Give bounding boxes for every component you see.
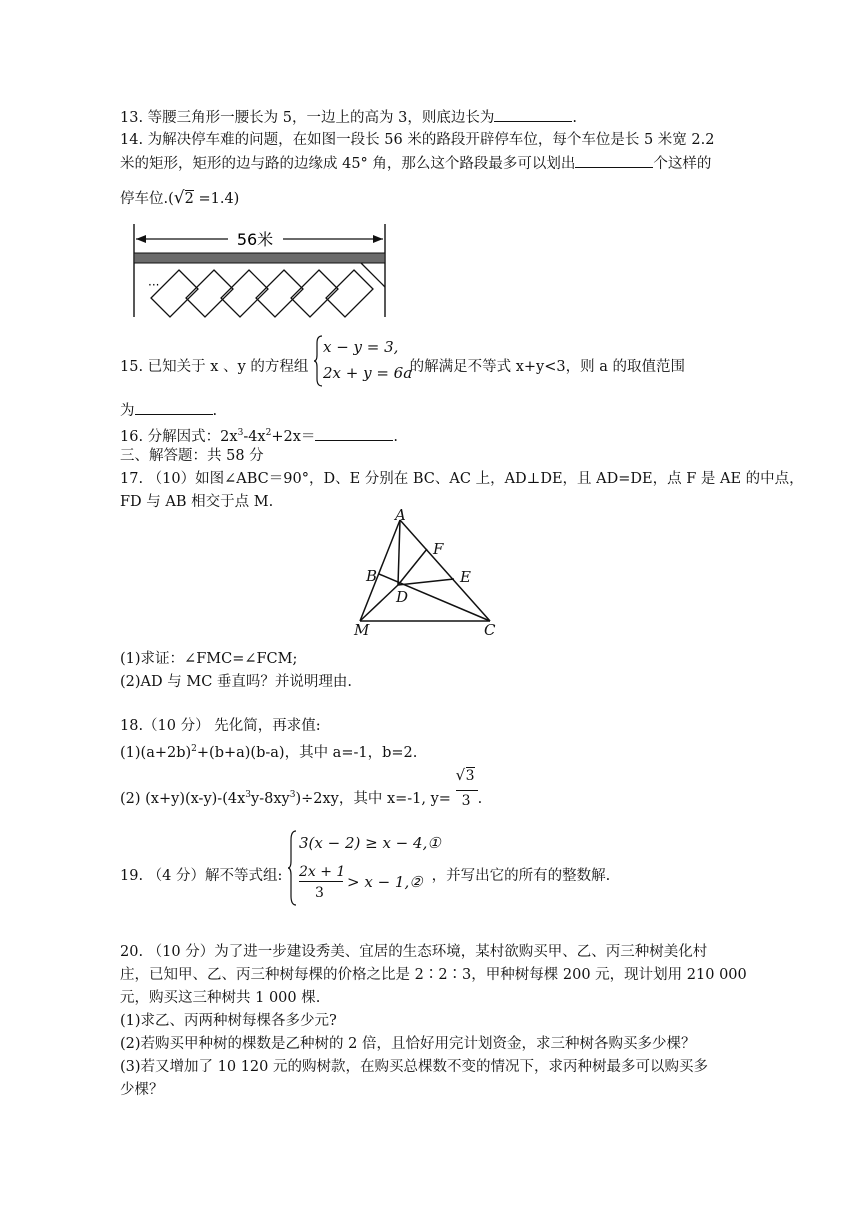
q18-text: (1)(a+2b) — [120, 744, 192, 761]
label-A: A — [395, 508, 406, 524]
ellipsis-dots: ··· — [148, 278, 160, 292]
exponent: 3 — [289, 790, 296, 801]
inequality-1: 3(x − 2) ≥ x − 4,① — [299, 834, 441, 852]
question-14-line3 — [120, 188, 239, 209]
inequality-2-numerator: 2x + 1 — [299, 864, 346, 880]
label-B: B — [366, 567, 378, 585]
label-E: E — [460, 568, 471, 586]
q15-prefix: 为 — [120, 403, 135, 419]
q14-text: 米的矩形，矩形的边与路的边缘成 45° 角，那么这个路段最多可以划出 — [120, 156, 576, 172]
q15-condition: 的解满足不等式 x+y<3，则 a 的取值范围 — [409, 359, 685, 375]
q18-text: +(b+a)(b-a)，其中 a=-1，b=2. — [196, 744, 418, 761]
q14-hint-open: 停车位.( — [120, 191, 174, 207]
question-20-line1: 20. （10 分）为了进一步建设秀美、宜居的生态环境，某村欲购买甲、乙、丙三种树美化村 — [120, 944, 708, 960]
question-20-part3-cont: 少棵？ — [120, 1082, 164, 1098]
question-15 — [120, 338, 685, 382]
q18-period: . — [477, 791, 483, 807]
question-18-title: 18.（10 分） 先化简，再求值: — [120, 718, 321, 734]
partial-space — [361, 263, 385, 287]
label-F: F — [433, 540, 444, 558]
answer-blank — [315, 426, 393, 441]
q13-period: . — [572, 110, 577, 126]
q14-hint-close: =1.4) — [193, 191, 240, 207]
triangle-figure — [350, 508, 505, 638]
segment-DM — [360, 585, 398, 621]
q18-text: y-8xy — [251, 791, 290, 807]
question-13 — [120, 107, 577, 128]
question-18-part2 — [120, 766, 483, 809]
answer-blank — [494, 107, 572, 122]
sqrt-radicand: 2 — [184, 191, 194, 207]
road-strip — [134, 253, 385, 263]
length-label: 56米 — [236, 230, 274, 249]
question-15-line2 — [120, 400, 217, 421]
sqrt-symbol: √ — [173, 188, 185, 208]
question-14-line1: 14. 为解决停车难的问题，在如图一段长 56 米的路段开辟停车位，每个车位是长 5 米宽 2.2 — [120, 132, 715, 148]
question-19 — [120, 834, 611, 901]
segment-AC — [400, 520, 490, 621]
q16-text: +2x＝ — [271, 428, 316, 445]
label-D: D — [396, 588, 409, 606]
q19-instruction: ，并写出它的所有的整数解. — [431, 868, 611, 884]
q16-text: -4x — [243, 428, 266, 445]
answer-blank — [135, 400, 213, 415]
fraction-bar — [299, 881, 343, 882]
q14-text-end: 个这样的 — [653, 156, 712, 172]
question-17-part2: (2)AD 与 MC 垂直吗？并说明理由. — [120, 674, 353, 690]
segment-DE — [398, 579, 454, 585]
parking-spaces — [151, 263, 385, 317]
fraction-bar — [456, 790, 478, 791]
label-M: M — [354, 621, 370, 638]
question-17-line2: FD 与 AB 相交于点 M. — [120, 494, 274, 510]
exponent: 2 — [191, 744, 197, 754]
q13-text: 13. 等腰三角形一腰长为 5，一边上的高为 3，则底边长为 — [120, 110, 495, 126]
inequality-2-denominator: 3 — [315, 885, 324, 901]
question-14-line2 — [120, 153, 711, 174]
arrow-left-icon — [136, 235, 146, 243]
segment-AD — [398, 520, 400, 585]
exponent: 3 — [237, 428, 244, 438]
answer-blank — [575, 153, 653, 168]
vertex-labels — [353, 508, 496, 638]
equation-system — [313, 338, 413, 382]
exponent: 3 — [245, 790, 252, 801]
fraction-sqrt3-over-3 — [455, 766, 478, 809]
q18-text: (2) (x+y)(x-y)-(4x — [120, 791, 246, 807]
question-17-line1: 17. （10）如图∠ABC＝90°，D、E 分别在 BC、AC 上，AD⊥DE，且 AD=DE，点 F 是 AE 的中点， — [120, 471, 804, 487]
inequality-2-rest: > x − 1,② — [347, 873, 423, 891]
exponent: 2 — [265, 428, 272, 438]
question-20-part3: (3)若又增加了 10 120 元的购树款，在购买总棵数不变的情况下，求丙种树最多可以购买多 — [120, 1059, 708, 1075]
arrow-right-icon — [373, 235, 383, 243]
inequality-system — [287, 834, 441, 901]
question-20-part1: (1)求乙、丙两种树每棵各多少元? — [120, 1013, 337, 1029]
equation-1: x − y = 3, — [322, 338, 399, 356]
left-brace-icon — [287, 830, 297, 906]
question-17-part1: (1)求证：∠FMC=∠FCM; — [120, 651, 298, 667]
q16-text: 16. 分解因式：2x — [120, 428, 238, 445]
question-16 — [120, 423, 398, 447]
sqrt-symbol: √ — [455, 766, 466, 784]
segment-DF — [398, 549, 427, 585]
q15-text: 15. 已知关于 x 、y 的方程组 — [120, 359, 309, 375]
left-brace-icon — [313, 335, 323, 387]
question-20-line2: 庄，已知甲、乙、丙三种树每棵的价格之比是 2∶2∶3，甲种树每棵 200 元，现计划用 210 000 — [120, 967, 747, 983]
question-18-part1 — [120, 739, 417, 763]
q15-period: . — [212, 403, 218, 419]
question-20-part2: (2)若购买甲种树的棵数是乙种树的 2 倍，且恰好用完计划资金，求三种树各购买多少棵？ — [120, 1036, 696, 1052]
question-20-line3: 元，购买这三种树共 1 000 棵. — [120, 990, 321, 1006]
section-heading: 三、解答题：共 58 分 — [120, 448, 264, 464]
parking-figure — [128, 222, 390, 322]
q16-period: . — [393, 428, 399, 445]
fraction-denominator: 3 — [461, 793, 471, 809]
q19-text: 19. （4 分）解不等式组: — [120, 868, 283, 884]
q18-text: )÷2xy，其中 x=-1, y= — [295, 791, 451, 807]
fraction-numerator: 3 — [465, 768, 475, 784]
label-C: C — [484, 621, 496, 638]
equation-2: 2x + y = 6a — [322, 364, 413, 382]
